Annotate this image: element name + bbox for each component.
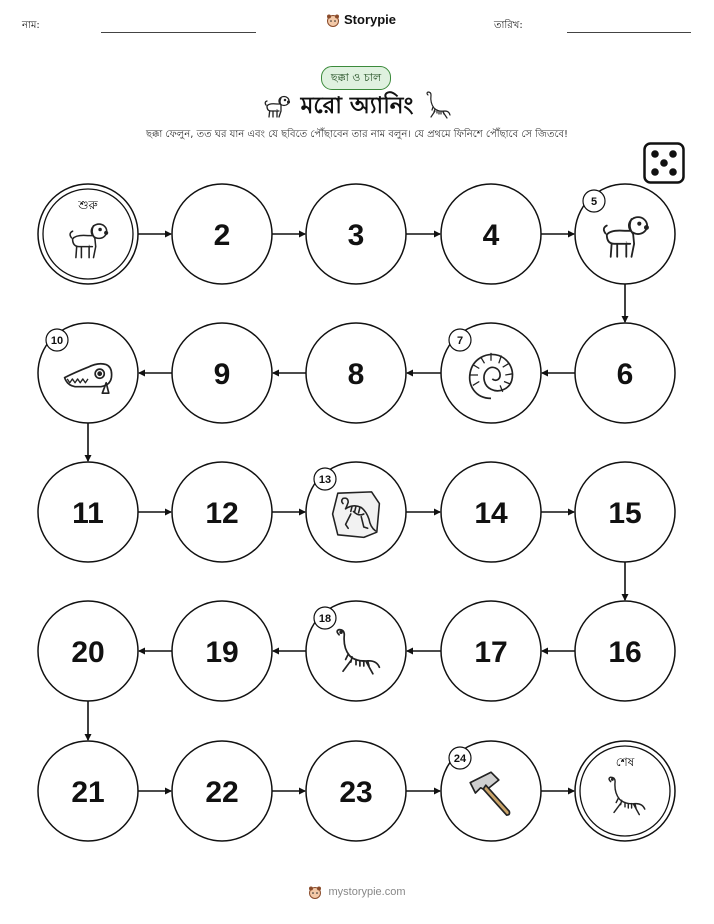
square-number: 4 [482, 219, 500, 252]
square-number: 23 [339, 776, 373, 809]
square-number: 7 [456, 335, 464, 347]
board-square-1 [38, 184, 138, 284]
board-square-4 [441, 184, 541, 284]
square-number: 6 [616, 358, 634, 391]
board-square-11 [38, 462, 138, 562]
board-square-15 [575, 462, 675, 562]
square-number: 10 [50, 335, 64, 347]
start-label: শুরু [78, 198, 98, 212]
board-square-20 [38, 601, 138, 701]
date-label: তারিখ: [494, 20, 523, 31]
square-number: 19 [205, 636, 239, 669]
board-square-3 [306, 184, 406, 284]
square-number: 14 [474, 497, 508, 530]
board-square-17 [441, 601, 541, 701]
board-square-18 [306, 601, 406, 701]
board-square-14 [441, 462, 541, 562]
square-number: 12 [205, 497, 239, 530]
page-title: মরো অ্যানিং [300, 92, 414, 119]
board-square-9 [172, 323, 272, 423]
square-number: 13 [318, 474, 332, 486]
square-number: 8 [347, 358, 365, 391]
footer-url: mystorypie.com [328, 886, 406, 898]
board-square-19 [172, 601, 272, 701]
square-number: 3 [347, 219, 365, 252]
board-square-5 [575, 184, 675, 284]
square-number: 21 [71, 776, 105, 809]
board-square-21 [38, 741, 138, 841]
board-square-24 [441, 741, 541, 841]
square-number: 22 [205, 776, 239, 809]
storypie-logo-icon [308, 885, 322, 899]
name-label: নাম: [22, 20, 40, 31]
square-number: 11 [72, 497, 104, 530]
footer [0, 885, 714, 899]
finish-label: শেষ [615, 755, 635, 769]
board-square-23 [306, 741, 406, 841]
square-number: 15 [608, 497, 642, 530]
square-number: 2 [213, 219, 231, 252]
square-number: 5 [590, 196, 598, 208]
board-square-25 [575, 741, 675, 841]
board-square-16 [575, 601, 675, 701]
board-square-13 [306, 462, 406, 562]
category-badge: ছক্কা ও চাল [321, 66, 391, 90]
square-number: 9 [213, 358, 231, 391]
board-square-6 [575, 323, 675, 423]
board-square-8 [306, 323, 406, 423]
square-number: 24 [453, 753, 467, 765]
board-square-12 [172, 462, 272, 562]
board-square-7 [441, 323, 541, 423]
fossil-slab-icon [333, 492, 380, 538]
square-number: 17 [474, 636, 508, 669]
square-number: 16 [608, 636, 642, 669]
board-square-22 [172, 741, 272, 841]
board-square-10 [38, 323, 138, 423]
square-number: 20 [71, 636, 105, 669]
brand-name: Storypie [344, 12, 397, 27]
square-number: 18 [318, 613, 332, 625]
instructions: ছক্কা ফেলুন, তত ঘর যান এবং যে ছবিতে পৌঁছাবেন তার নাম বলুন। যে প্রথমে ফিনিশে পৌঁছাবে সে জিতবে! [145, 129, 569, 140]
board-square-2 [172, 184, 272, 284]
